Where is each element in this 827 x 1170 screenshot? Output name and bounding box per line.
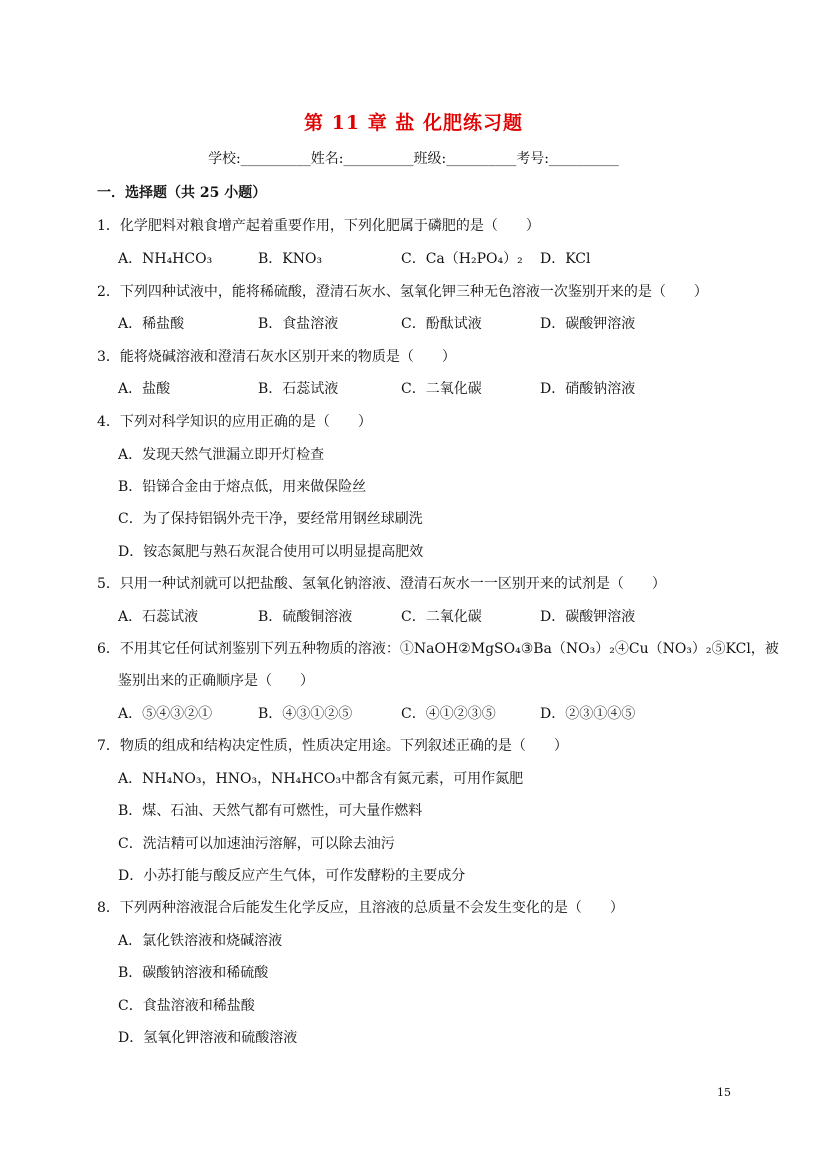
option-c: C．Ca（H₂PO₄）₂ [401,251,523,267]
question-4-option-a: A．发现天然气泄漏立即开灯检查 [118,447,325,463]
option-a: A．石蕊试液 [118,609,199,625]
option-a: A．盐酸 [118,381,171,397]
question-2-stem: 2．下列四种试液中，能将稀硫酸，澄清石灰水、氢氧化钾三种无色溶液一次鉴别开来的是（ ） [97,284,708,300]
question-8-option-d: D．氢氧化钾溶液和硫酸溶液 [118,1030,298,1046]
question-6-stem-continued: 鉴别出来的正确顺序是（ ） [118,673,314,689]
option-c: C．④①②③⑤ [401,706,496,722]
option-b: B．硫酸铜溶液 [258,609,353,625]
question-4-stem: 4．下列对科学知识的应用正确的是（ ） [97,414,372,430]
option-c: C．二氧化碳 [401,609,482,625]
student-info-line: 学校:__________姓名:__________班级:__________考号:__________ [208,151,619,167]
question-6-stem: 6．不用其它任何试剂鉴别下列五种物质的溶液：①NaOH②MgSO₄③Ba（NO₃）₂④Cu（NO₃）₂⑤KCl，被 [97,641,779,657]
question-7-option-b: B．煤、石油、天然气都有可燃性，可大量作燃料 [118,803,423,819]
option-a: A．⑤④③②① [118,706,213,722]
page-number: 15 [717,1086,731,1099]
question-8-stem: 8．下列两种溶液混合后能发生化学反应，且溶液的总质量不会发生变化的是（ ） [97,900,624,916]
option-b: B．石蕊试液 [258,381,339,397]
option-a: A．稀盐酸 [118,316,185,332]
question-7-option-c: C．洗洁精可以加速油污溶解，可以除去油污 [118,836,395,852]
option-a: A．NH₄HCO₃ [118,251,213,267]
question-5-stem: 5．只用一种试剂就可以把盐酸、氢氧化钠溶液、澄清石灰水一一区别开来的试剂是（ ） [97,576,666,592]
page-title: 第 11 章 盐 化肥练习题 [304,112,523,134]
section-heading: 一．选择题（共 25 小题） [97,185,267,201]
option-b: B．KNO₃ [258,251,323,267]
option-d: D．碳酸钾溶液 [540,316,636,332]
option-c: C．二氧化碳 [401,381,482,397]
option-c: C．酚酞试液 [401,316,482,332]
question-4-option-d: D．铵态氮肥与熟石灰混合使用可以明显提高肥效 [118,544,424,560]
question-8-option-a: A．氯化铁溶液和烧碱溶液 [118,933,283,949]
question-4-option-b: B．铅锑合金由于熔点低，用来做保险丝 [118,479,367,495]
question-7-stem: 7．物质的组成和结构决定性质，性质决定用途。下列叙述正确的是（ ） [97,738,568,754]
option-d: D．KCl [540,251,591,267]
option-d: D．硝酸钠溶液 [540,381,636,397]
question-7-option-d: D．小苏打能与酸反应产生气体，可作发酵粉的主要成分 [118,868,466,884]
option-d: D．②③①④⑤ [540,706,636,722]
option-b: B．食盐溶液 [258,316,339,332]
question-7-option-a: A．NH₄NO₃，HNO₃，NH₄HCO₃中都含有氮元素，可用作氮肥 [118,771,524,787]
question-8-option-b: B．碳酸钠溶液和稀硫酸 [118,965,269,981]
question-3-stem: 3．能将烧碱溶液和澄清石灰水区别开来的物质是（ ） [97,349,456,365]
question-1-stem: 1．化学肥料对粮食增产起着重要作用，下列化肥属于磷肥的是（ ） [97,218,540,234]
question-8-option-c: C．食盐溶液和稀盐酸 [118,998,255,1014]
option-b: B．④③①②⑤ [258,706,353,722]
option-d: D．碳酸钾溶液 [540,609,636,625]
question-4-option-c: C．为了保持铝锅外壳干净，要经常用钢丝球刷洗 [118,511,423,527]
